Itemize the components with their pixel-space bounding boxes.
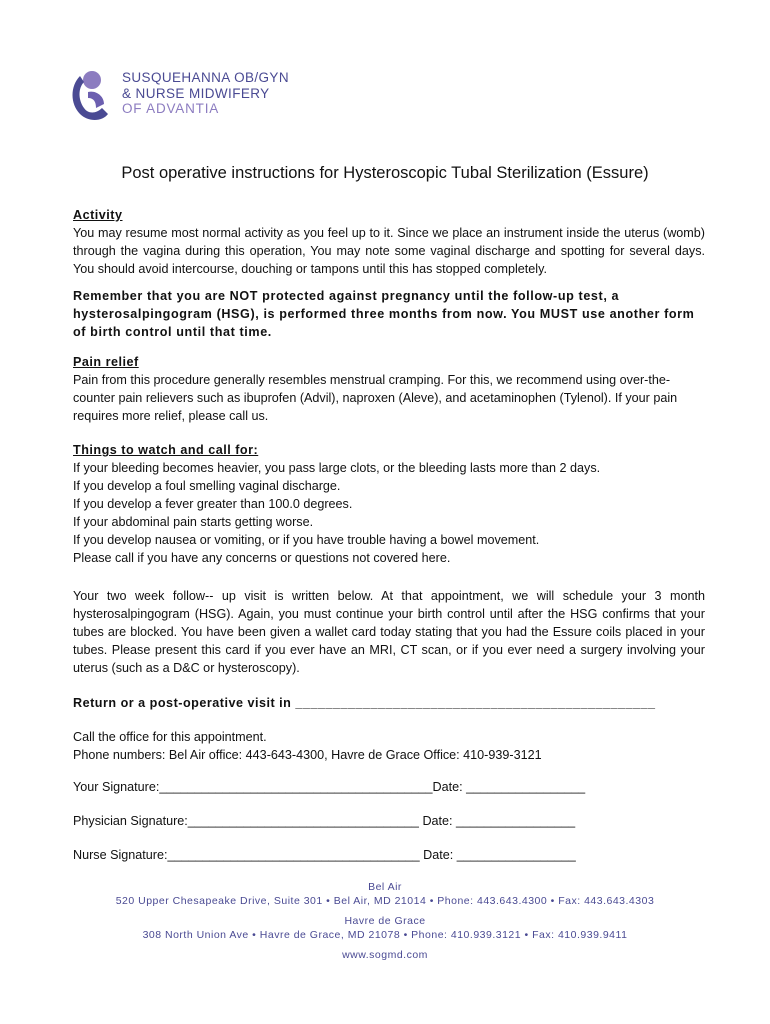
watch-heading: Things to watch and call for: (73, 443, 259, 457)
havre-address: 308 North Union Ave • Havre de Grace, MD 21078 • Phone: 410.939.3121 • Fax: 410.939.9411 (142, 929, 628, 941)
belair-title: Bel Air (368, 881, 402, 893)
list-item: If you develop nausea or vomiting, or if you have trouble having a bowel movement. (73, 533, 540, 547)
physician-signature-line: Physician Signature:_________________________________ Date: _________________ (73, 814, 576, 828)
instructions-body (73, 206, 705, 864)
return-visit-field: Return or a post-operative visit in ________________________________________________ (73, 696, 656, 710)
activity-heading: Activity (73, 208, 123, 222)
list-item: Please call if you have any concerns or questions not covered here. (73, 551, 451, 565)
call-office-text: Call the office for this appointment. (73, 730, 267, 744)
watch-list (73, 459, 705, 567)
list-item: If you develop a foul smelling vaginal discharge. (73, 479, 341, 493)
page-title: Post operative instructions for Hysteroscopic Tubal Sterilization (Essure) (121, 164, 649, 182)
list-item: If your bleeding becomes heavier, you pass large clots, or the bleeding lasts more than 2 days. (73, 461, 601, 475)
pain-heading: Pain relief (73, 355, 139, 369)
footer (0, 880, 770, 962)
pregnancy-warning: Remember that you are NOT protected against pregnancy until the follow-up test, a hysterosalpingogram (HSG), is performed three months from now. You MUST use another form of birth control until that time. (73, 289, 695, 339)
logo-line-2: & NURSE MIDWIFERY (122, 85, 270, 101)
followup-text: Your two week follow-- up visit is written below. At that appointment, we will schedule your 3 month hysterosalpingogram (HSG). Again, you must continue your birth control until after the HSG confirms that your tubes are blocked. You have been given a wallet card today stating that you had the Essure coils placed in your tubes. Please present this card if you ever have an MRI, CT scan, or if you ever need a surgery involving your uterus (such as a D&C or hysteroscopy). (73, 589, 705, 675)
havre-title: Havre de Grace (344, 915, 426, 927)
nurse-signature-line: Nurse Signature:____________________________________ Date: _________________ (73, 848, 576, 862)
phone-numbers: Phone numbers: Bel Air office: 443-643-4300, Havre de Grace Office: 410-939-3121 (73, 748, 542, 762)
patient-signature-line: Your Signature:_______________________________________Date: _________________ (73, 780, 586, 794)
logo-mark-icon (66, 68, 114, 124)
website-link[interactable]: www.sogmd.com (342, 949, 428, 961)
logo-line-1: SUSQUEHANNA OB/GYN (122, 70, 289, 85)
logo-text (122, 70, 289, 117)
activity-text: You may resume most normal activity as you feel up to it. Since we place an instrument inside the uterus (womb) through the vagina during this operation, You may note some vaginal discharge and spotting for several days. You should avoid intercourse, douching or tampons until this has stopped completely. (73, 226, 705, 276)
list-item: If you develop a fever greater than 100.0 degrees. (73, 497, 353, 511)
logo-line-3: OF ADVANTIA (122, 101, 220, 116)
pain-text: Pain from this procedure generally resembles menstrual cramping. For this, we recommend using over-the-counter pain relievers such as ibuprofen (Advil), naproxen (Aleve), and acetaminophen (Tylenol). If your pain requires more relief, please call us. (73, 373, 678, 423)
belair-address: 520 Upper Chesapeake Drive, Suite 301 • Bel Air, MD 21014 • Phone: 443.643.4300 • Fax: 443.643.4303 (115, 895, 655, 907)
list-item: If your abdominal pain starts getting worse. (73, 515, 314, 529)
practice-logo (66, 68, 326, 124)
